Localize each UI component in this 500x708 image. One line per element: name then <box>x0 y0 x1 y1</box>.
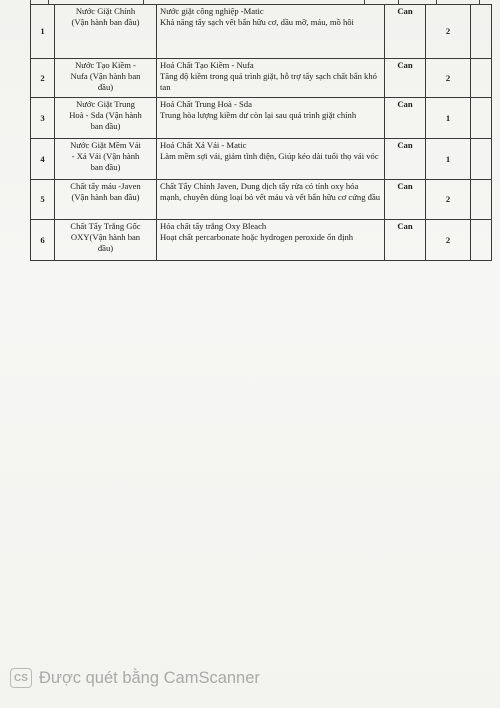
note-cell <box>471 180 492 220</box>
camscanner-logo-icon: CS <box>10 668 32 688</box>
description-title: Hóa chất tẩy trắng Oxy Bleach <box>160 221 267 231</box>
item-name <box>55 220 157 261</box>
item-description <box>157 5 385 59</box>
row-number: 4 <box>31 139 55 180</box>
item-name-text: Nước Giặt Mềm Vải - Xả Vải (Vận hành ban đầu) <box>70 140 141 172</box>
row-number: 2 <box>31 59 55 98</box>
unit: Can <box>385 5 426 59</box>
item-name <box>55 5 157 59</box>
item-description <box>157 139 385 180</box>
description-body: Trung hòa lượng kiềm dư còn lại sau quá trình giặt chính <box>160 110 357 120</box>
table-row <box>31 98 492 139</box>
table-row <box>31 5 492 59</box>
description-body: Khả năng tẩy sạch vết bẩn hữu cơ, dầu mỡ, máu, mồ hôi <box>160 17 354 27</box>
row-number: 3 <box>31 98 55 139</box>
item-description <box>157 180 385 220</box>
table-row <box>31 180 492 220</box>
row-number: 1 <box>31 5 55 59</box>
quantity: 2 <box>426 220 471 261</box>
unit: Can <box>385 98 426 139</box>
item-name <box>55 98 157 139</box>
chemical-list-table <box>30 4 492 261</box>
item-name-text: Nước Giặt Trung Hoà - Sda (Vận hành ban đầu) <box>69 99 142 131</box>
note-cell <box>471 220 492 261</box>
unit: Can <box>385 139 426 180</box>
description-body: Hoạt chất percarbonate hoặc hydrogen peroxide ổn định <box>160 232 354 242</box>
note-cell <box>471 59 492 98</box>
item-name-text: Nước Giặt Chính (Vận hành ban đầu) <box>71 6 140 27</box>
unit: Can <box>385 59 426 98</box>
item-name <box>55 139 157 180</box>
item-name-text: Chất tẩy máu -Javen (Vận hành ban đầu) <box>70 181 141 202</box>
description-title: Chất Tẩy Chính Javen, Dung dịch tẩy rửa có tính oxy hóa mạnh, chuyên dùng loại bỏ vết máu và vết bẩn hữu cơ cứng đầu <box>160 181 381 202</box>
description-title: Hoá Chất Xả Vải - Matic <box>160 140 247 150</box>
note-cell <box>471 5 492 59</box>
item-description <box>157 220 385 261</box>
row-number: 5 <box>31 180 55 220</box>
description-title: Hoá Chất Trung Hoà - Sda <box>160 99 252 109</box>
note-cell <box>471 98 492 139</box>
description-body: Tăng độ kiềm trong quá trình giặt, hỗ trợ tẩy sạch chất bẩn khó tan <box>160 71 377 92</box>
item-description <box>157 98 385 139</box>
item-name <box>55 59 157 98</box>
unit: Can <box>385 180 426 220</box>
quantity: 2 <box>426 5 471 59</box>
watermark-text: Được quét bằng CamScanner <box>39 668 260 687</box>
row-number: 6 <box>31 220 55 261</box>
item-name-text: Chất Tẩy Trắng Gốc OXY(Vận hành ban đầu) <box>70 221 141 253</box>
quantity: 2 <box>426 59 471 98</box>
description-body: Làm mềm sợi vải, giảm tĩnh điện, Giúp kéo dài tuổi thọ vải vóc <box>160 151 379 161</box>
unit: Can <box>385 220 426 261</box>
note-cell <box>471 139 492 180</box>
item-name-text: Nước Tạo Kiềm - Nufa (Vận hành ban đầu) <box>70 60 141 92</box>
quantity: 1 <box>426 139 471 180</box>
table-row <box>31 139 492 180</box>
camscanner-watermark <box>10 666 260 690</box>
table-row <box>31 59 492 98</box>
item-description <box>157 59 385 98</box>
item-name <box>55 180 157 220</box>
description-title: Hoá Chất Tạo Kiềm - Nufa <box>160 60 254 70</box>
description-title: Nước giặt công nghiệp -Matic <box>160 6 264 16</box>
table-row <box>31 220 492 261</box>
quantity: 2 <box>426 180 471 220</box>
quantity: 1 <box>426 98 471 139</box>
